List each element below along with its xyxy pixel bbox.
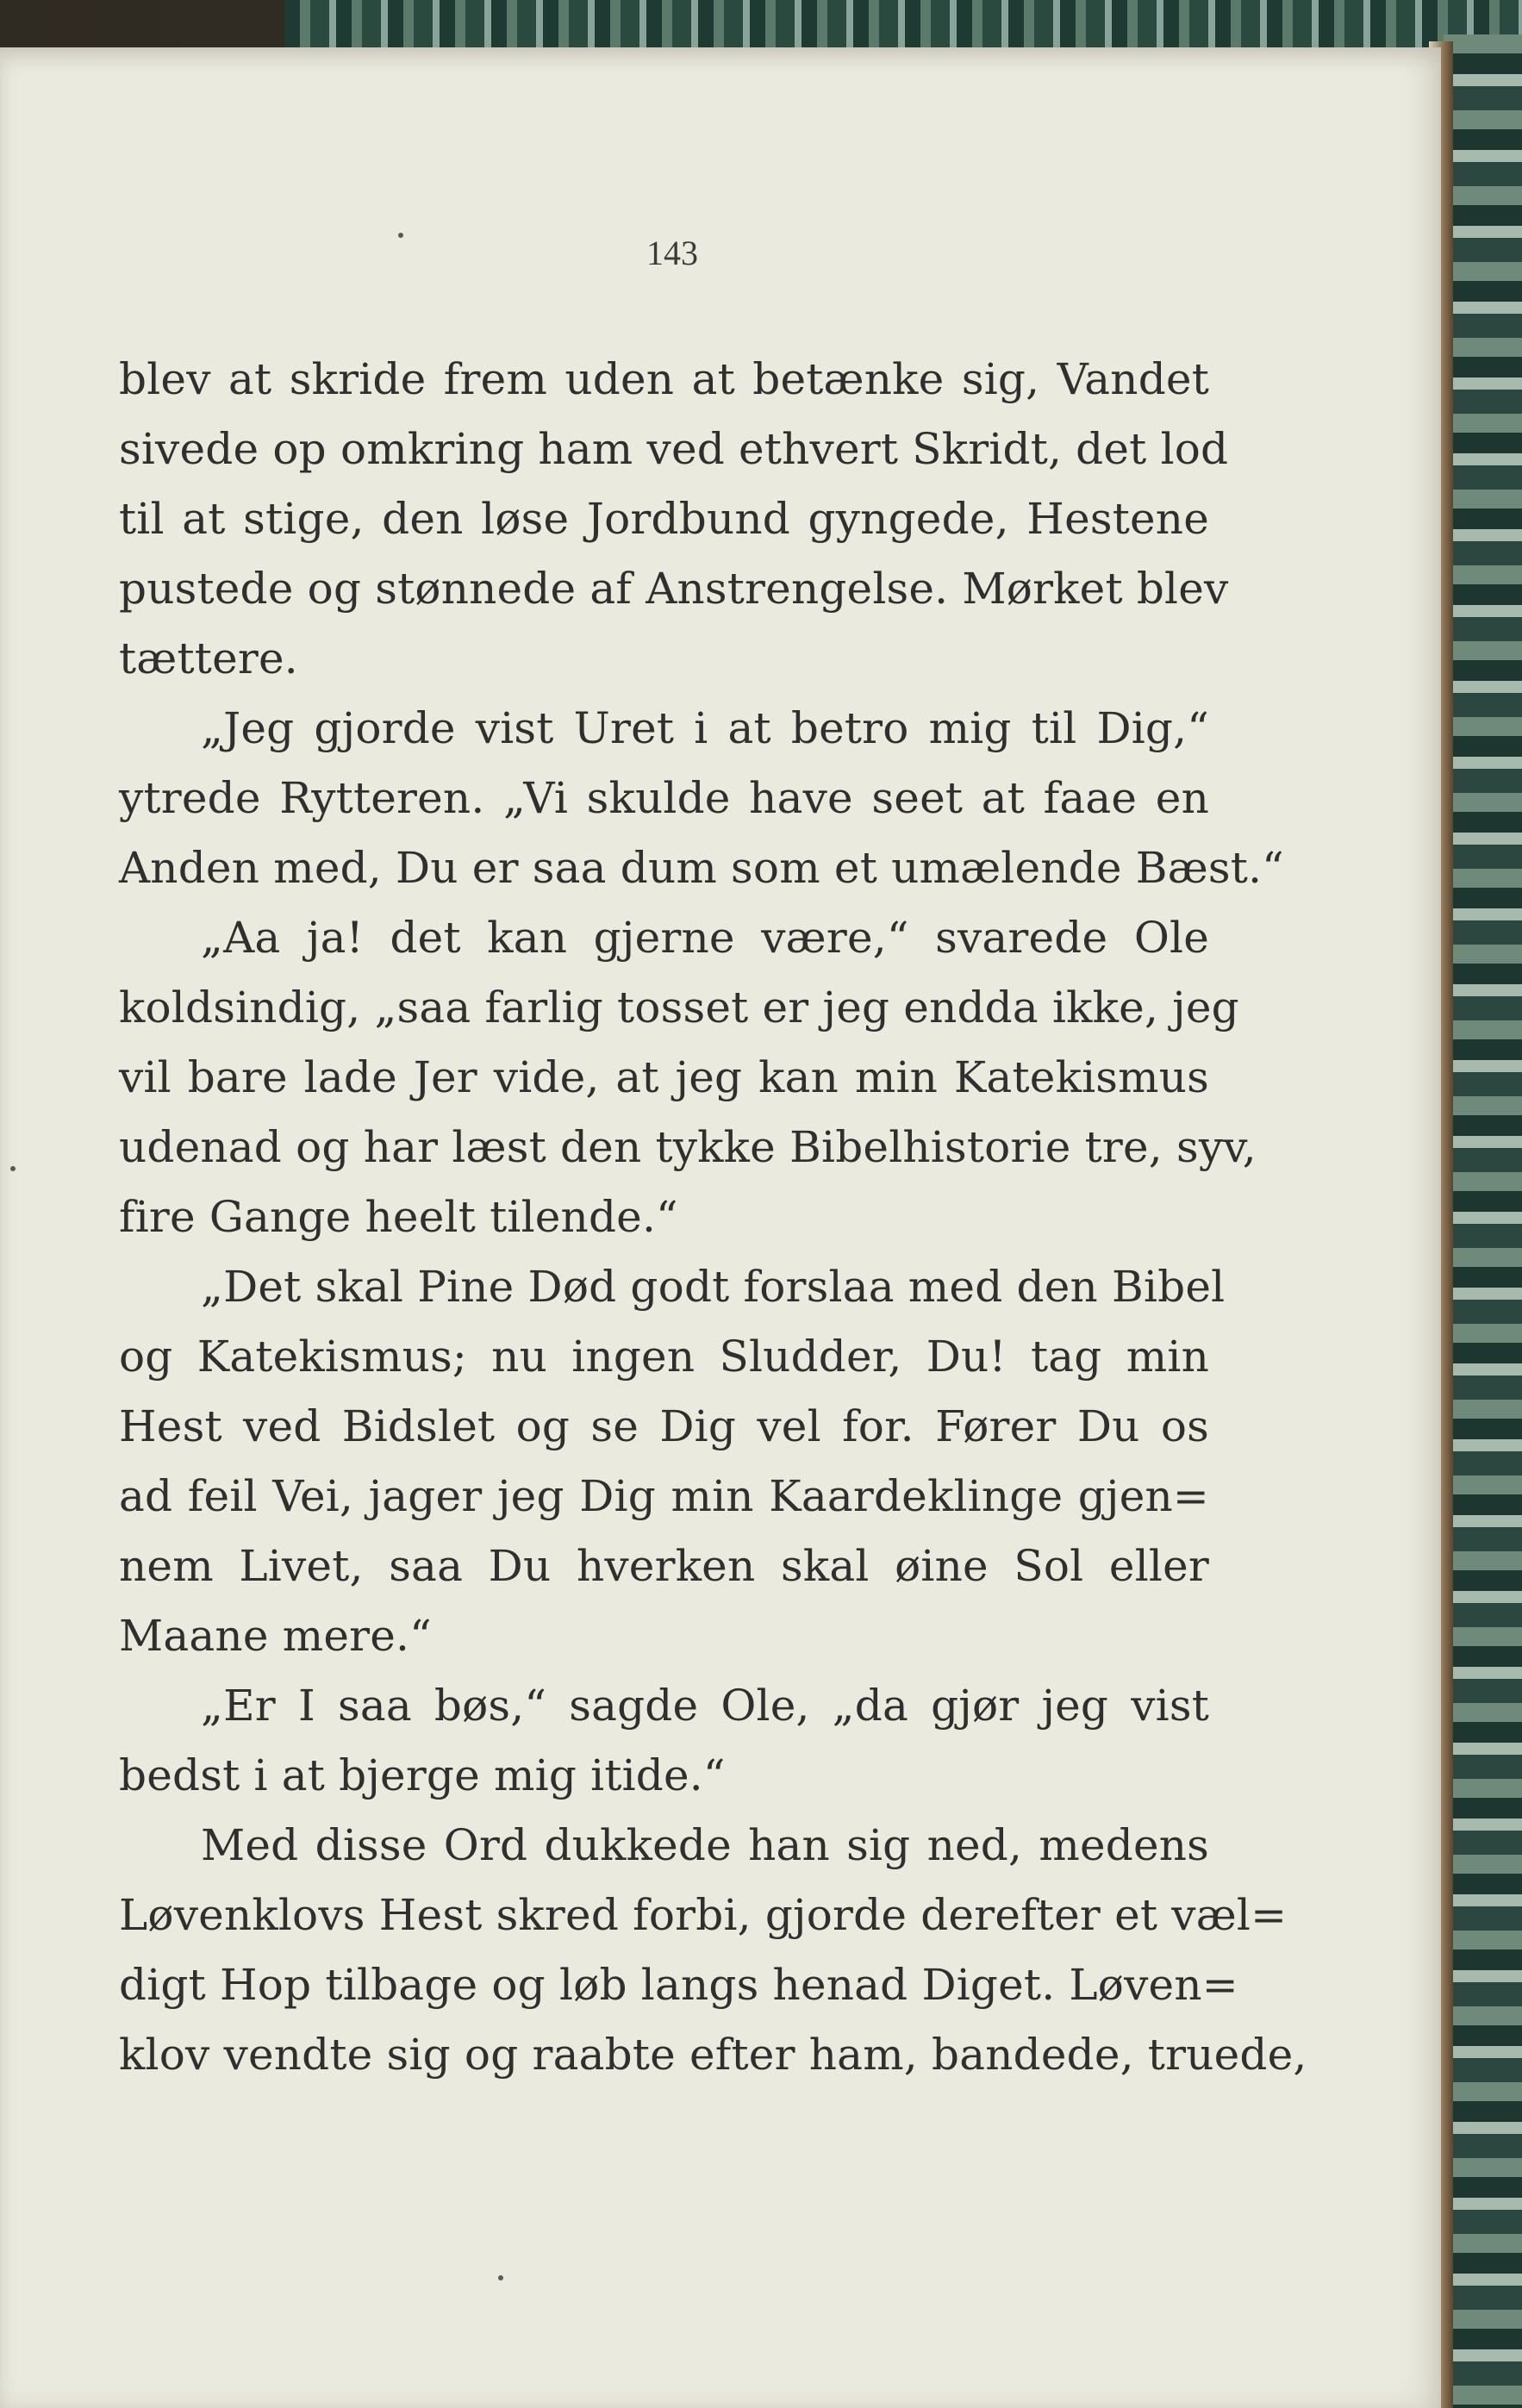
text-line: tættere. <box>119 633 298 683</box>
paper-speck <box>498 2275 503 2280</box>
text-line: ytrede Rytteren. „Vi skulde have seet at faae en <box>119 773 1209 823</box>
text-line: Maane mere.“ <box>119 1611 432 1661</box>
text-line: Hest ved Bidslet og se Dig vel for. Fører Du os <box>119 1401 1209 1451</box>
text-line: blev at skride frem uden at betænke sig, Vandet <box>119 354 1209 404</box>
text-line: „Aa ja! det kan gjerne være,“ svarede Ole <box>201 913 1209 963</box>
paper-speck <box>398 233 403 238</box>
text-line: ad feil Vei, jager jeg Dig min Kaardeklinge gjen= <box>119 1471 1209 1521</box>
book-page <box>0 47 1441 2408</box>
text-line: nem Livet, saa Du hverken skal øine Sol eller <box>119 1541 1209 1591</box>
text-line: „Er I saa bøs,“ sagde Ole, „da gjør jeg vist <box>201 1681 1209 1731</box>
text-line: Anden med, Du er saa dum som et umælende Bæst.“ <box>119 843 1284 893</box>
text-line: og Katekismus; nu ingen Sludder, Du! tag min <box>119 1332 1209 1382</box>
marbled-cover-right <box>1444 34 1522 2408</box>
text-line: fire Gange heelt tilende.“ <box>119 1192 678 1242</box>
text-line: „Jeg gjorde vist Uret i at betro mig til Dig,“ <box>201 703 1209 753</box>
paper-speck <box>10 1166 16 1171</box>
page-number: 143 <box>646 234 698 272</box>
text-line: Med disse Ord dukkede han sig ned, medens <box>201 1820 1209 1870</box>
text-line: digt Hop tilbage og løb langs henad Diget. Løven= <box>119 1960 1238 2010</box>
text-line: koldsindig, „saa farlig tosset er jeg endda ikke, jeg <box>119 983 1239 1032</box>
body-text <box>119 345 1307 2090</box>
text-line: vil bare lade Jer vide, at jeg kan min Katekismus <box>119 1052 1209 1102</box>
text-line: til at stige, den løse Jordbund gyngede, Hestene <box>119 494 1209 544</box>
text-line: udenad og har læst den tykke Bibelhistorie tre, syv, <box>119 1122 1257 1172</box>
text-line: bedst i at bjerge mig itide.“ <box>119 1750 726 1800</box>
text-line: „Det skal Pine Død godt forslaa med den Bibel <box>201 1262 1226 1312</box>
text-line: klov vendte sig og raabte efter ham, bandede, truede, <box>119 2030 1307 2080</box>
text-line: Løvenklovs Hest skred forbi, gjorde derefter et væl= <box>119 1890 1288 1940</box>
marbled-cover-top <box>284 0 1522 52</box>
text-line: sivede op omkring ham ved ethvert Skridt, det lod <box>119 424 1229 474</box>
text-line: pustede og stønnede af Anstrengelse. Mørket blev <box>119 564 1229 614</box>
